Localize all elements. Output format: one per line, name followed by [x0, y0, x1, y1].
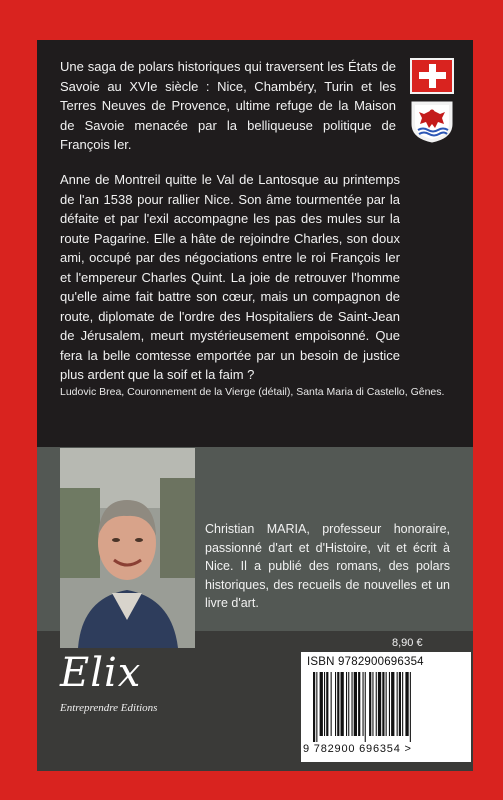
publisher-wordmark: Elix — [60, 650, 142, 696]
price-label: 8,90 € — [392, 637, 423, 649]
publisher-tagline: Entreprendre Editions — [60, 702, 158, 714]
author-photo — [60, 448, 195, 648]
cover-art-credit: Ludovic Brea, Couronnement de la Vierge (détail), Santa Maria di Castello, Gênes. — [60, 386, 445, 398]
intro-paragraph: Une saga de polars historiques qui traversent les États de Savoie au XVIe siècle : Nice, Chambéry, Turin et les Terres Neuves de Provence, ultime refuge de la Maison de Savoie menacée par la belliqueuse politique de François Ier. — [60, 59, 396, 152]
isbn-label: ISBN 9782900696354 — [307, 656, 424, 668]
publisher-logo — [60, 650, 200, 730]
barcode-bars — [313, 672, 459, 742]
barcode-digits: 9 782900 696354 > — [303, 743, 412, 755]
isbn-barcode — [301, 652, 471, 762]
synopsis-paragraph: Anne de Montreil quitte le Val de Lantosque au printemps de l'an 1538 pour rallier Nice. Son âme tourmentée par la défaite et par l'exil accompagne les pas des mules sur la route Pagarine. Elle a hâte de rejoindre Charles, son doux ami, occupé par des négociations entre le roi François Ier et l'empereur Charles Quint. La joie de retrouver l'homme qu'elle aime fait battre son cœur, mais un compagnon de route, diplomate de l'ordre des Hospitaliers de Saint-Jean de Jérusalem, meurt mystérieusement empoisonné. Que fera la belle comtesse emportée par un besoin de justice plus ardent que la soif et la faim ? — [60, 172, 400, 382]
author-biography: Christian MARIA, professeur honoraire, passionné d'art et d'Histoire, vit et écrit à Nice. Il a publié des romans, des polars historiques, des recueils de nouvelles et un livre d'art. — [205, 522, 450, 610]
nice-eagle-shield-icon — [410, 100, 454, 144]
savoie-shield-icon — [410, 58, 454, 94]
